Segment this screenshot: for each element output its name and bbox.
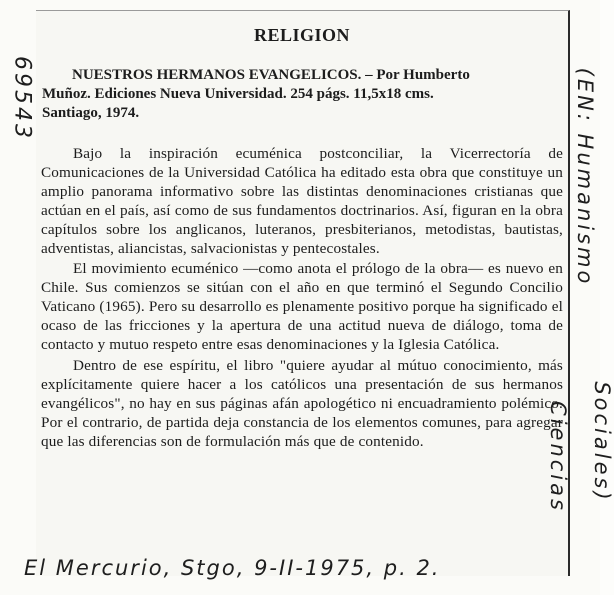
handwritten-category-note-3: Sociales) <box>590 381 614 503</box>
handwritten-category-note: (EN: Humanismo <box>573 67 597 287</box>
handwritten-catalog-number: 69543 <box>9 56 35 141</box>
handwritten-category-note-2: Ciencias <box>546 401 570 513</box>
book-publication-details: Muñoz. Ediciones Nueva Universidad. 254 págs. 11,5x18 cms. <box>42 86 434 102</box>
article-paragraph: Bajo la inspiración ecuménica postconciliar, la Vicerrectoría de Comunicaciones de la Universidad Católica ha editado esta obra que constituye un amplio panorama informativo sobre las distintas denominaciones cristianas que actúan en el país, así como de sus fundamentos doctrinarios. Así, figuran en la obra capítulos sobre los anglicanos, luteranos, presbiterianos, metodistas, bautistas, adventistas, aliancistas, salvacionistas y pentecostales. <box>41 145 563 257</box>
book-title: NUESTROS HERMANOS EVANGELICOS. <box>72 67 362 83</box>
book-place-year: Santiago, 1974. <box>42 105 140 121</box>
book-reference <box>42 66 562 123</box>
article-body <box>41 145 563 454</box>
article-paragraph: Dentro de ese espíritu, el libro "quiere ayudar al mútuo conocimiento, más explícitamente quiere hacer a los católicos una presentación de sus hermanos evangélicos", no hay en sus páginas afán apologético ni encuadramiento polémico. Por el contrario, de partida deja constancia de los elementos comunes, para agregar que las diferencias son de formulación más que de contenido. <box>41 356 563 450</box>
book-reference-line-1 <box>42 66 562 85</box>
handwritten-source-citation: El Mercurio, Stgo, 9-II-1975, p. 2. <box>24 556 441 580</box>
section-title: RELIGION <box>253 25 351 45</box>
newspaper-clipping <box>36 10 570 576</box>
book-author: – Por Humberto <box>365 67 470 83</box>
article-paragraph: El movimiento ecuménico —como anota el prólogo de la obra— es nuevo en Chile. Sus comienzos se sitúan con el año en que terminó el Segundo Concilio Vaticano (1965). Pero su desarrollo es plenamente positivo porque ha significado el ocaso de las fricciones y la apertura de una actitud nueva de diálogo, toma de contacto y mutuo respeto entre esas denominaciones y la Iglesia Católica. <box>41 260 563 354</box>
